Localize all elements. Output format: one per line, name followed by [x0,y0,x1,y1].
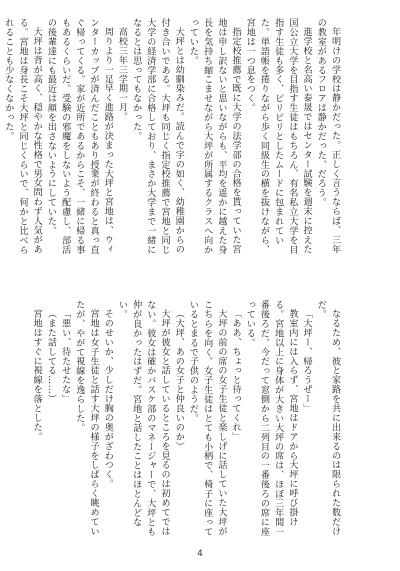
paragraph: なるため、彼と家路を共に出来るのは限られた数だけだ。 [315,300,340,536]
paragraph: 大坪が彼女と話しているところを見るのは初めてではない。彼女は確かバスケ部のマネージャーで、大坪とも仲が良かったはずだ。宮地と話したことはほとんどない。 [116,300,170,537]
paragraph: 年明けの学校は静かだった。正しく言うならば、三年の教室があるフロアは静かだった、だろう。 [315,18,340,254]
inner-thought: （また話してる……） [45,309,56,404]
paragraph: 大坪は背が高く、穏やかな性格で男女問わず人気がある。宮地は身長こそ大坪と同じくらいで、何かと比べられることも少なくなかった。 [3,18,42,255]
paragraph: 宮地は女子生徒と話す大坪の様子をしばらく眺めていたが、やがて視線を逸らした。 [74,300,99,536]
paragraph: 周りより一足早く進路が決まった大坪と宮地は、ウィンターカップが済んだこともあり授業が終わると真っ直ぐ帰ってくる。家が近所であるからこそ、一緒に帰る事もあるくらいだ。受験の邪魔をしないよう配慮し、部活の後輩達にも最近は顔を出さないようにしていた。 [45,18,113,255]
paragraph: 指定校推薦で既に大学の法学部の合格を貰っていた宮地は申し訳ないと思いながらも、平均を遥かに越えた身長を気持ち縮こませながら大坪が所属するクラスへ向かっていた。 [187,18,241,255]
paragraph: 進学校と名高い泰晟ではセンター試験を週末に控えた国公立大学を目指す生徒はもちろん、有名私立大学を目指す生徒も多く、ピリピリとしたムードに包まれていた。単語帳を捲りながら歩く同級生の横を抜けながら、宮地は一つ息をつく。 [244,18,312,255]
text-block-lower [31,300,342,538]
page-number: 4 [197,549,203,559]
paragraph: 教室内には入らず、宮地はドアから大坪に呼び掛ける。宮地以上に身体が大きい大坪の席は、ほぼ三年間一番後ろだ。今だって窓側から二列目の一番後ろの席に座っている。 [244,300,298,537]
paragraph: 大坪の前の席の女子生徒と楽しげに話していた大坪がこちらを向く。女子生徒はとても小柄で、椅子に座っているとまるで子供のようだ。 [187,300,227,537]
paragraph: 高校三年三学期一月。 [116,27,127,122]
dialogue-line: 「大坪ー、帰ろうぜー」 [301,309,312,414]
paragraph: 宮地はすぐに視線を落とした。 [31,309,42,442]
dialogue-line: 「ああ、ちょっと待ってくれ」 [230,309,241,442]
text-block-upper [3,18,342,256]
paragraph: そのせいか、少しだけ胸の奥がざわつく。 [102,309,113,489]
inner-thought: （大坪、あの女子と仲良いのか） [173,309,184,451]
dialogue-line: 「悪い、待たせたな」 [60,309,71,404]
paragraph: 大坪とは幼馴染みだ。読んで字の如く、幼稚園からの付き合いである。大坪も同じく指定校推薦で宮地と同じ大学の経済学部に合格しており、まさか大学まで一緒になるとは思ってもなかった。 [131,18,184,255]
